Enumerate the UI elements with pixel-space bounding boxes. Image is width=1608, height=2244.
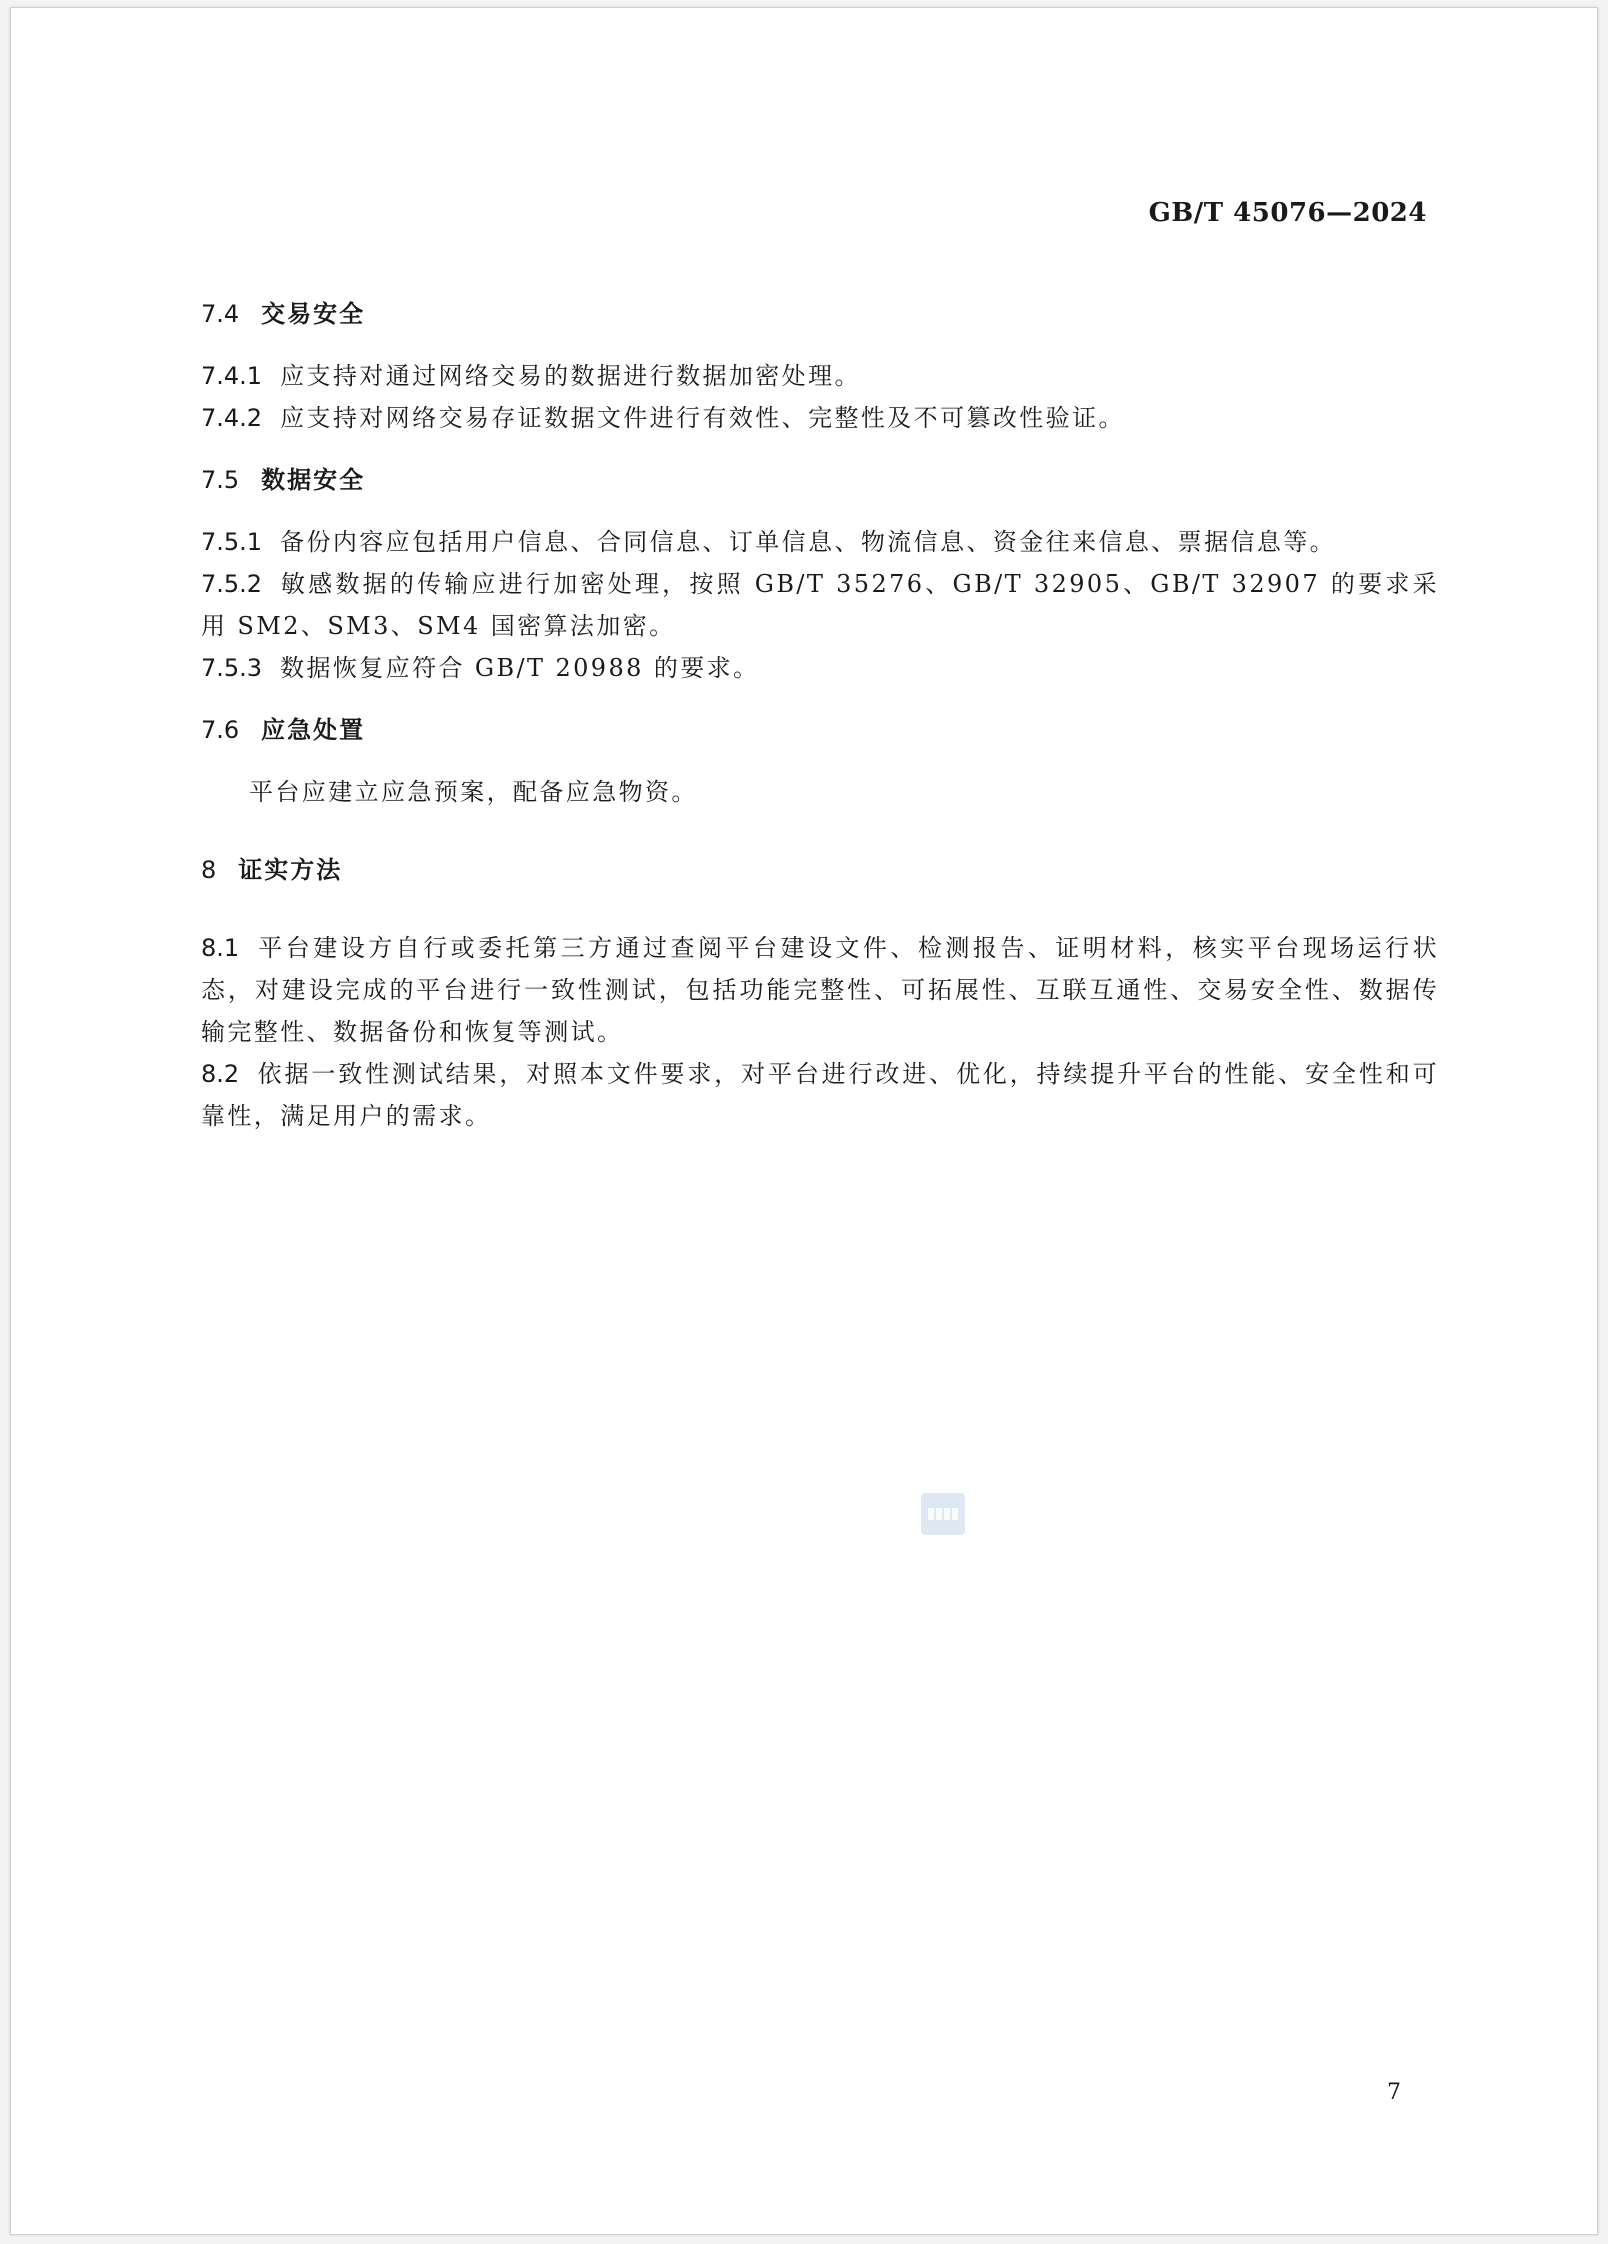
clause-text: 依据一致性测试结果，对照本文件要求，对平台进行改进、优化，持续提升平台的性能、安全性和可靠性，满足用户的需求。	[201, 1060, 1439, 1130]
standard-code: GB/T 45076—2024	[1148, 198, 1427, 228]
clause-text: 备份内容应包括用户信息、合同信息、订单信息、物流信息、资金往来信息、票据信息等。	[280, 528, 1337, 556]
section-number: 7.4	[201, 300, 240, 328]
clause-7-5-2	[201, 563, 1439, 647]
clause-text: 应支持对通过网络交易的数据进行数据加密处理。	[280, 362, 861, 390]
clause-8-2	[201, 1053, 1439, 1137]
clause-number: 7.5.3	[201, 654, 263, 682]
clause-text: 数据恢复应符合 GB/T 20988 的要求。	[280, 654, 760, 682]
document-page	[10, 7, 1598, 2235]
section-title: 数据安全	[261, 466, 366, 494]
clause-number: 8.1	[201, 934, 240, 962]
section-title: 应急处置	[261, 716, 366, 744]
section-heading-7-5	[201, 459, 1439, 501]
section-number: 7.6	[201, 716, 240, 744]
logo-watermark-icon	[921, 1493, 965, 1535]
clause-7-5-3	[201, 647, 1439, 689]
section-title: 交易安全	[261, 300, 366, 328]
clause-number: 7.5.2	[201, 570, 263, 598]
section-heading-8	[201, 849, 1439, 891]
clause-number: 7.4.2	[201, 404, 263, 432]
section-number: 7.5	[201, 466, 240, 494]
clause-number: 8.2	[201, 1060, 240, 1088]
section-heading-7-6	[201, 709, 1439, 751]
clause-number: 7.5.1	[201, 528, 263, 556]
clause-7-4-1	[201, 355, 1439, 397]
page-content	[201, 293, 1439, 1137]
clause-text: 应支持对网络交易存证数据文件进行有效性、完整性及不可篡改性验证。	[280, 404, 1125, 432]
clause-number: 7.4.1	[201, 362, 263, 390]
section-number: 8	[201, 856, 217, 884]
page-number: 7	[1387, 2080, 1401, 2105]
clause-text: 平台建设方自行或委托第三方通过查阅平台建设文件、检测报告、证明材料，核实平台现场运行状态，对建设完成的平台进行一致性测试，包括功能完整性、可拓展性、互联互通性、交易安全性、数据传输完整性、数据备份和恢复等测试。	[201, 934, 1439, 1046]
clause-7-5-1	[201, 521, 1439, 563]
paragraph-7-6: 平台应建立应急预案，配备应急物资。	[249, 778, 698, 806]
clause-text: 敏感数据的传输应进行加密处理，按照 GB/T 35276、GB/T 32905、GB/T 32907 的要求采用 SM2、SM3、SM4 国密算法加密。	[201, 570, 1439, 640]
clause-7-4-2	[201, 397, 1439, 439]
section-heading-7-4	[201, 293, 1439, 335]
clause-8-1	[201, 927, 1439, 1053]
section-title: 证实方法	[238, 856, 343, 884]
